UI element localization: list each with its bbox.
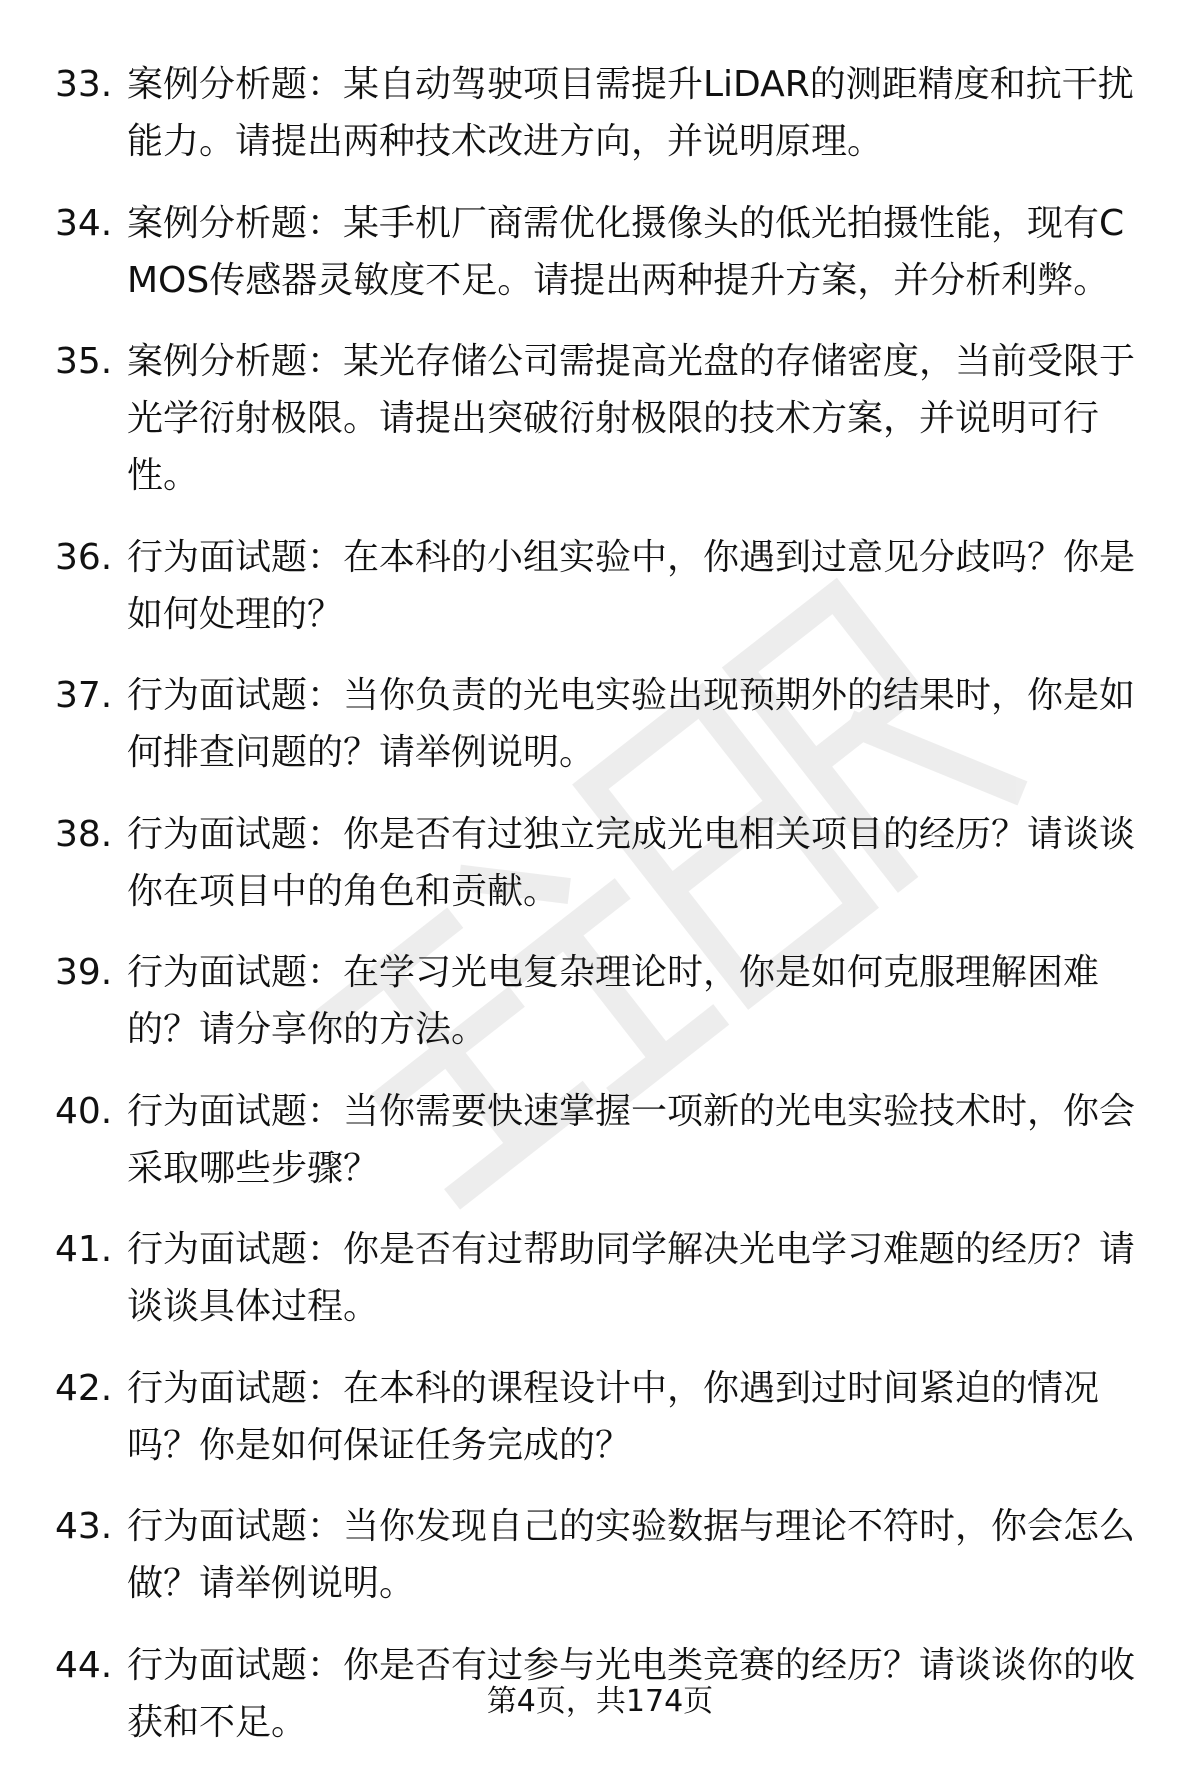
question-text: 行为面试题：当你发现自己的实验数据与理论不符时，你会怎么做？请举例说明。: [127, 1506, 1136, 1604]
question-text: 行为面试题：你是否有过帮助同学解决光电学习难题的经历？请谈谈具体过程。: [127, 1229, 1136, 1327]
question-text: 行为面试题：当你需要快速掌握一项新的光电实验技术时，你会采取哪些步骤？: [127, 1090, 1136, 1189]
question-number: 44.: [55, 1644, 113, 1686]
question-text: 案例分析题：某光存储公司需提高光盘的存储密度，当前受限于光学衍射极限。请提出突破衍射极限的技术方案，并说明可行性。: [127, 341, 1136, 496]
question-text: 案例分析题：某手机厂商需优化摄像头的低光拍摄性能，现有CMOS传感器灵敏度不足。请提出两种提升方案，并分析利弊。: [127, 202, 1125, 301]
question-number: 43.: [55, 1506, 113, 1547]
list-item: [55, 1083, 1145, 1197]
question-number: 36.: [55, 536, 113, 578]
question-text: 行为面试题：在本科的课程设计中，你遇到过时间紧迫的情况吗？你是如何保证任务完成的？: [127, 1367, 1100, 1466]
question-number: 42.: [55, 1367, 113, 1409]
question-number: 37.: [55, 675, 113, 716]
question-number: 38.: [55, 813, 113, 855]
list-item: [55, 529, 1145, 643]
list-item: [55, 56, 1145, 170]
question-text: 案例分析题：某自动驾驶项目需提升LiDAR的测距精度和抗干扰能力。请提出两种技术改进方向，并说明原理。: [127, 64, 1134, 162]
question-text: 行为面试题：当你负责的光电实验出现预期外的结果时，你是如何排查问题的？请举例说明。: [127, 675, 1136, 773]
question-number: 39.: [55, 952, 113, 993]
question-number: 34.: [55, 202, 113, 244]
question-number: 35.: [55, 341, 113, 382]
list-item: [55, 944, 1145, 1058]
question-text: 行为面试题：你是否有过参与光电类竞赛的经历？请谈谈你的收获和不足。: [127, 1644, 1136, 1743]
list-item: [55, 1221, 1145, 1335]
question-number: 40.: [55, 1090, 113, 1132]
list-item: [55, 1498, 1145, 1612]
list-item: [55, 333, 1145, 504]
question-text: 行为面试题：在学习光电复杂理论时，你是如何克服理解困难的？请分享你的方法。: [127, 952, 1100, 1050]
question-text: 行为面试题：你是否有过独立完成光电相关项目的经历？请谈谈你在项目中的角色和贡献。: [127, 813, 1136, 912]
page-number-footer: 第4页，共174页: [486, 1684, 714, 1719]
question-number: 33.: [55, 64, 113, 105]
question-number: 41.: [55, 1229, 113, 1270]
list-item: [55, 806, 1145, 920]
question-text: 行为面试题：在本科的小组实验中，你遇到过意见分歧吗？你是如何处理的？: [127, 536, 1136, 635]
list-item: [55, 195, 1145, 309]
question-list: [55, 56, 1145, 1775]
list-item: [55, 667, 1145, 781]
list-item: [55, 1360, 1145, 1474]
